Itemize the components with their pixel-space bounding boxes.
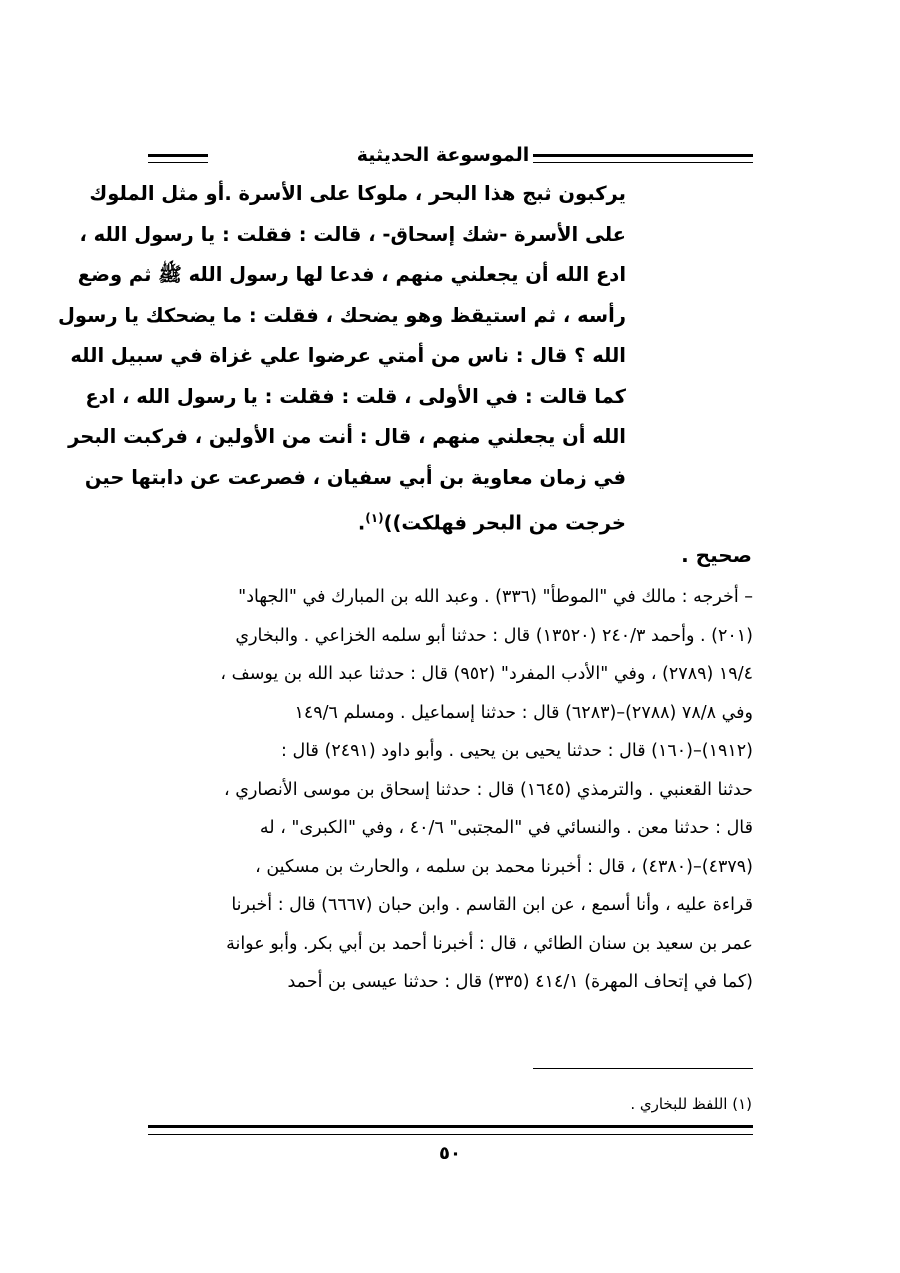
takhrij-line: حدثنا القعنبي . والترمذي (١٦٤٥) قال : حدثنا إسحاق بن موسى الأنصاري ،: [224, 779, 753, 800]
takhrij-line: (٢٠١) . وأحمد ٢٤٠/٣ (١٣٥٢٠) قال : حدثنا أبو سلمه الخزاعي . والبخاري: [235, 625, 753, 646]
takhrij-line: ١٩/٤ (٢٧٨٩) ، وفي "الأدب المفرد" (٩٥٢) قال : حدثنا عبد الله بن يوسف ،: [220, 664, 753, 684]
hadith-line-text: خرجت من البحر فهلكت)): [383, 511, 626, 535]
hadith-grade: صحيح .: [681, 543, 752, 567]
takhrij-line: (كما في إتحاف المهرة) ٤١٤/١ (٣٣٥) قال : حدثنا عيسى بن أحمد: [287, 972, 753, 992]
end-punctuation: .: [357, 511, 366, 535]
page-number: ٥٠: [439, 1143, 461, 1164]
footnote-text: (١) اللفظ للبخاري .: [630, 1095, 752, 1113]
hadith-line: ادع الله أن يجعلني منهم ، فدعا لها رسول الله ﷺ ثم وضع: [77, 263, 626, 286]
header-rule-left: [148, 154, 208, 163]
takhrij-line: قال : حدثنا معن . والنسائي في "المجتبى" ٤٠/٦ ، وفي "الكبرى" ، له: [259, 818, 753, 838]
hadith-line: على الأسرة -شك إسحاق- ، قالت : فقلت : يا رسول الله ،: [79, 222, 626, 246]
hadith-text: [58, 174, 626, 539]
takhrij-line: (٤٣٧٩)–(٤٣٨٠) ، قال : أخبرنا محمد بن سلمه ، والحارث بن مسكين ،: [255, 856, 753, 877]
takhrij-line: قراءة عليه ، وأنا أسمع ، عن ابن القاسم . وابن حبان (٦٦٦٧) قال : أخبرنا: [231, 895, 753, 915]
running-header: [148, 140, 753, 170]
hadith-line: الله أن يجعلني منهم ، قال : أنت من الأولين ، فركبت البحر: [68, 425, 626, 448]
footnote-separator: [533, 1068, 753, 1069]
footer-rule: [148, 1125, 753, 1135]
takhrij-line: وفي ٧٨/٨ (٢٧٨٨)–(٦٢٨٣) قال : حدثنا إسماعيل . ومسلم ١٤٩/٦: [294, 702, 753, 723]
takhrij-paragraph: [148, 578, 753, 1002]
takhrij-line: عمر بن سعيد بن سنان الطائي ، قال : أخبرنا أحمد بن أبي بكر. وأبو عوانة: [226, 933, 753, 954]
header-rule-right: [533, 154, 753, 163]
takhrij-line: – أخرجه : مالك في "الموطأ" (٣٣٦) . وعبد الله بن المبارك في "الجهاد": [238, 587, 753, 607]
hadith-line: رأسه ، ثم استيقظ وهو يضحك ، فقلت : ما يضحكك يا رسول: [58, 303, 626, 327]
hadith-line: في زمان معاوية بن أبي سفيان ، فصرعت عن دابتها حين: [84, 465, 626, 489]
hadith-line: يركبون ثبج هذا البحر ، ملوكا على الأسرة .أو مثل الملوك: [89, 182, 626, 205]
hadith-line: كما قالت : في الأولى ، قلت : فقلت : يا رسول الله ، ادع: [85, 384, 626, 408]
header-title: الموسوعة الحديثية: [356, 144, 530, 166]
footnote-marker[interactable]: (١): [365, 511, 384, 525]
takhrij-line: (١٩١٢)–(١٦٠) قال : حدثنا يحيى بن يحيى . وأبو داود (٢٤٩١) قال :: [281, 741, 753, 761]
hadith-line: الله ؟ قال : ناس من أمتي عرضوا علي غزاة في سبيل الله: [70, 344, 626, 367]
hadith-last-line: [148, 498, 626, 539]
